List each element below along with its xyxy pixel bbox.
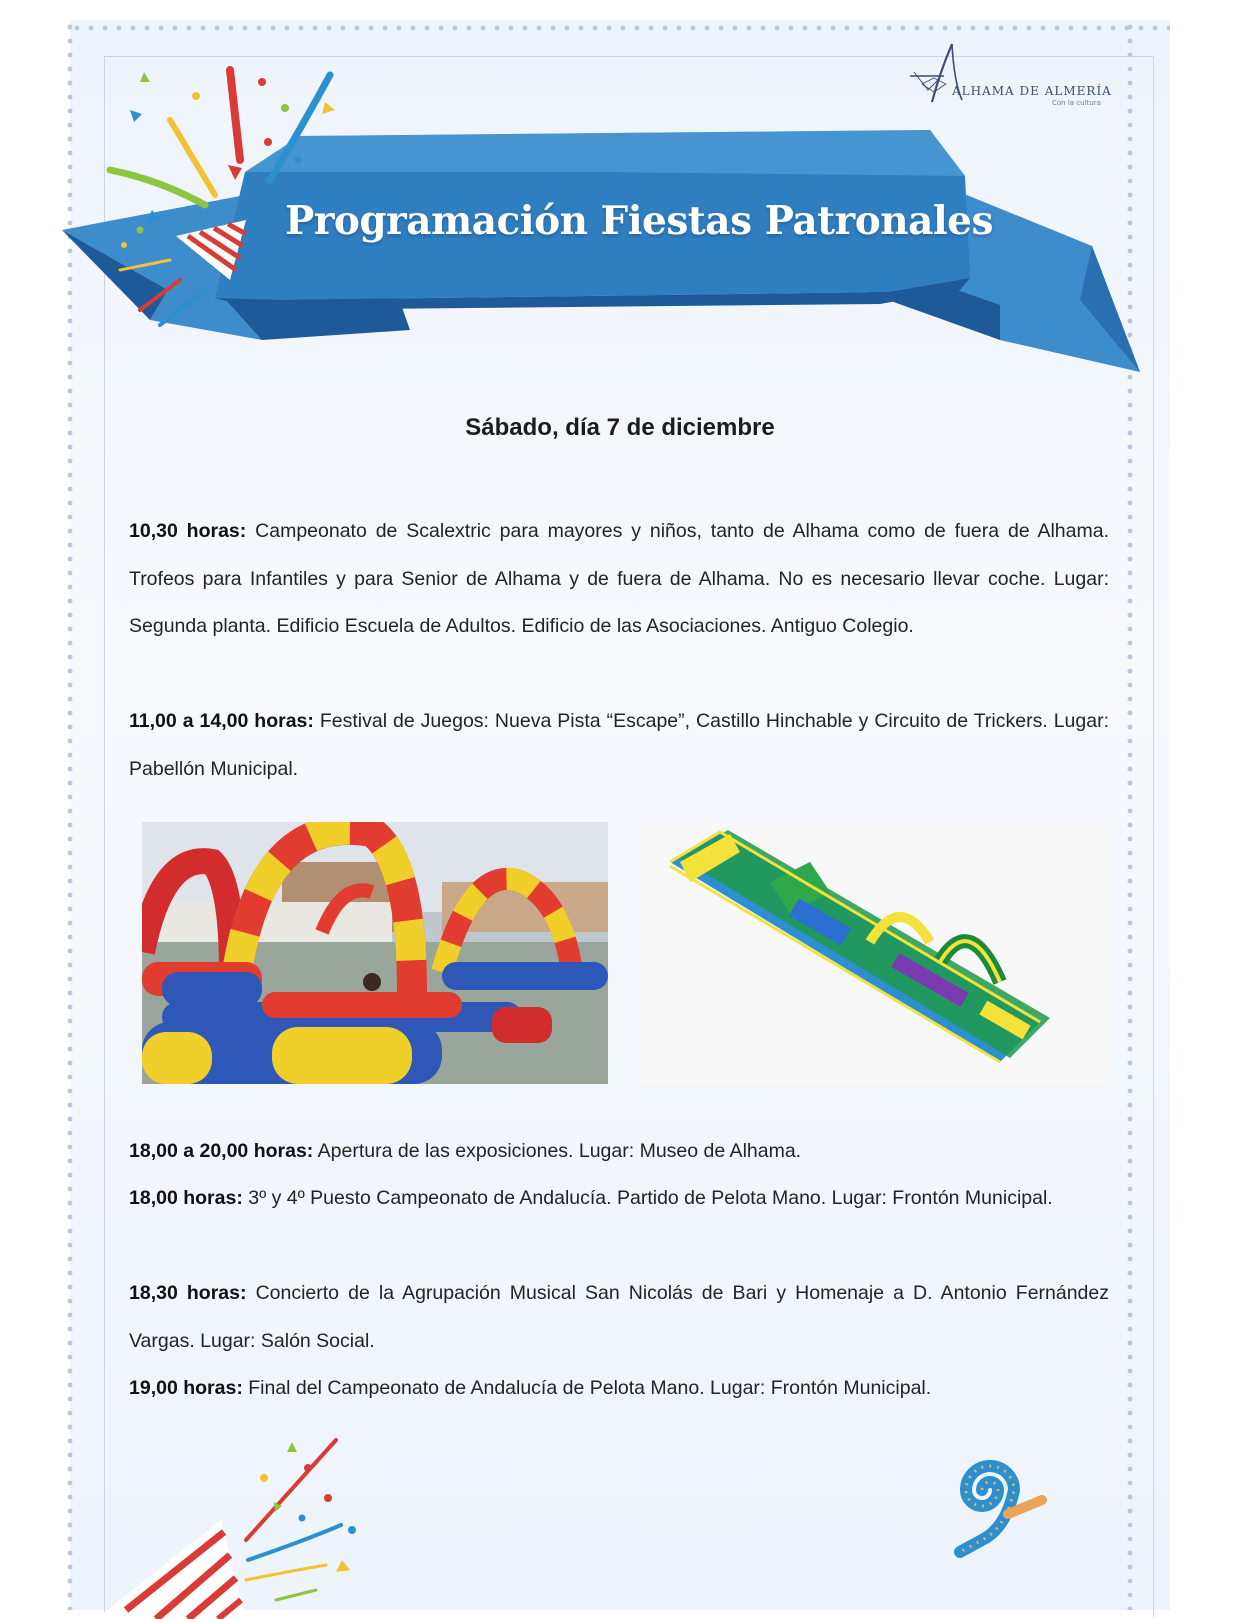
inflatable-obstacle-course-image — [640, 822, 1110, 1084]
logo-tagline: Con la cultura — [1052, 99, 1101, 107]
confetti-burst-icon — [100, 60, 350, 340]
event-item — [129, 1175, 1109, 1223]
event-description: Campeonato de Scalextric para mayores y niños, tanto de Alhama como de fuera de Alhama. Trofeos para Infantiles y para Senior de Alhama y de fuera de Alhama. No es necesario llevar coche. Lugar: Segunda planta. Edificio Escuela de Adultos. Edificio de las Asociaciones. Antiguo Colegio. — [129, 520, 1110, 637]
event-item — [129, 1270, 1109, 1365]
event-time: 11,00 a 14,00 horas: — [129, 710, 314, 732]
event-time: 19,00 horas: — [129, 1377, 243, 1399]
day-heading: Sábado, día 7 de diciembre — [465, 414, 775, 441]
logo-name: ALHAMA DE ALMERÍA — [952, 84, 1112, 98]
event-description: Concierto de la Agrupación Musical San Nicolás de Bari y Homenaje a D. Antonio Fernández Vargas. Lugar: Salón Social. — [129, 1282, 1110, 1352]
event-description: 3º y 4º Puesto Campeonato de Andalucía. Partido de Pelota Mano. Lugar: Frontón Municipal. — [242, 1187, 1053, 1209]
event-time: 18,30 horas: — [129, 1282, 247, 1304]
event-item — [129, 698, 1109, 793]
party-popper-icon — [96, 1420, 396, 1619]
event-item — [129, 508, 1109, 651]
event-time: 18,00 horas: — [129, 1187, 243, 1209]
inflatable-circuit-photo — [142, 822, 608, 1084]
event-item — [129, 1365, 1109, 1413]
event-description: Final del Campeonato de Andalucía de Pelota Mano. Lugar: Frontón Municipal. — [242, 1377, 932, 1399]
event-item — [129, 1128, 1109, 1176]
party-horn-icon — [920, 1440, 1060, 1560]
event-description: Apertura de las exposiciones. Lugar: Museo de Alhama. — [313, 1140, 802, 1162]
poster-title: Programación Fiestas Patronales — [285, 198, 993, 244]
event-time: 10,30 horas: — [129, 520, 247, 542]
event-time: 18,00 a 20,00 horas: — [129, 1140, 314, 1162]
event-description: Festival de Juegos: Nueva Pista “Escape”, Castillo Hinchable y Circuito de Trickers. Lugar: Pabellón Municipal. — [129, 710, 1109, 780]
